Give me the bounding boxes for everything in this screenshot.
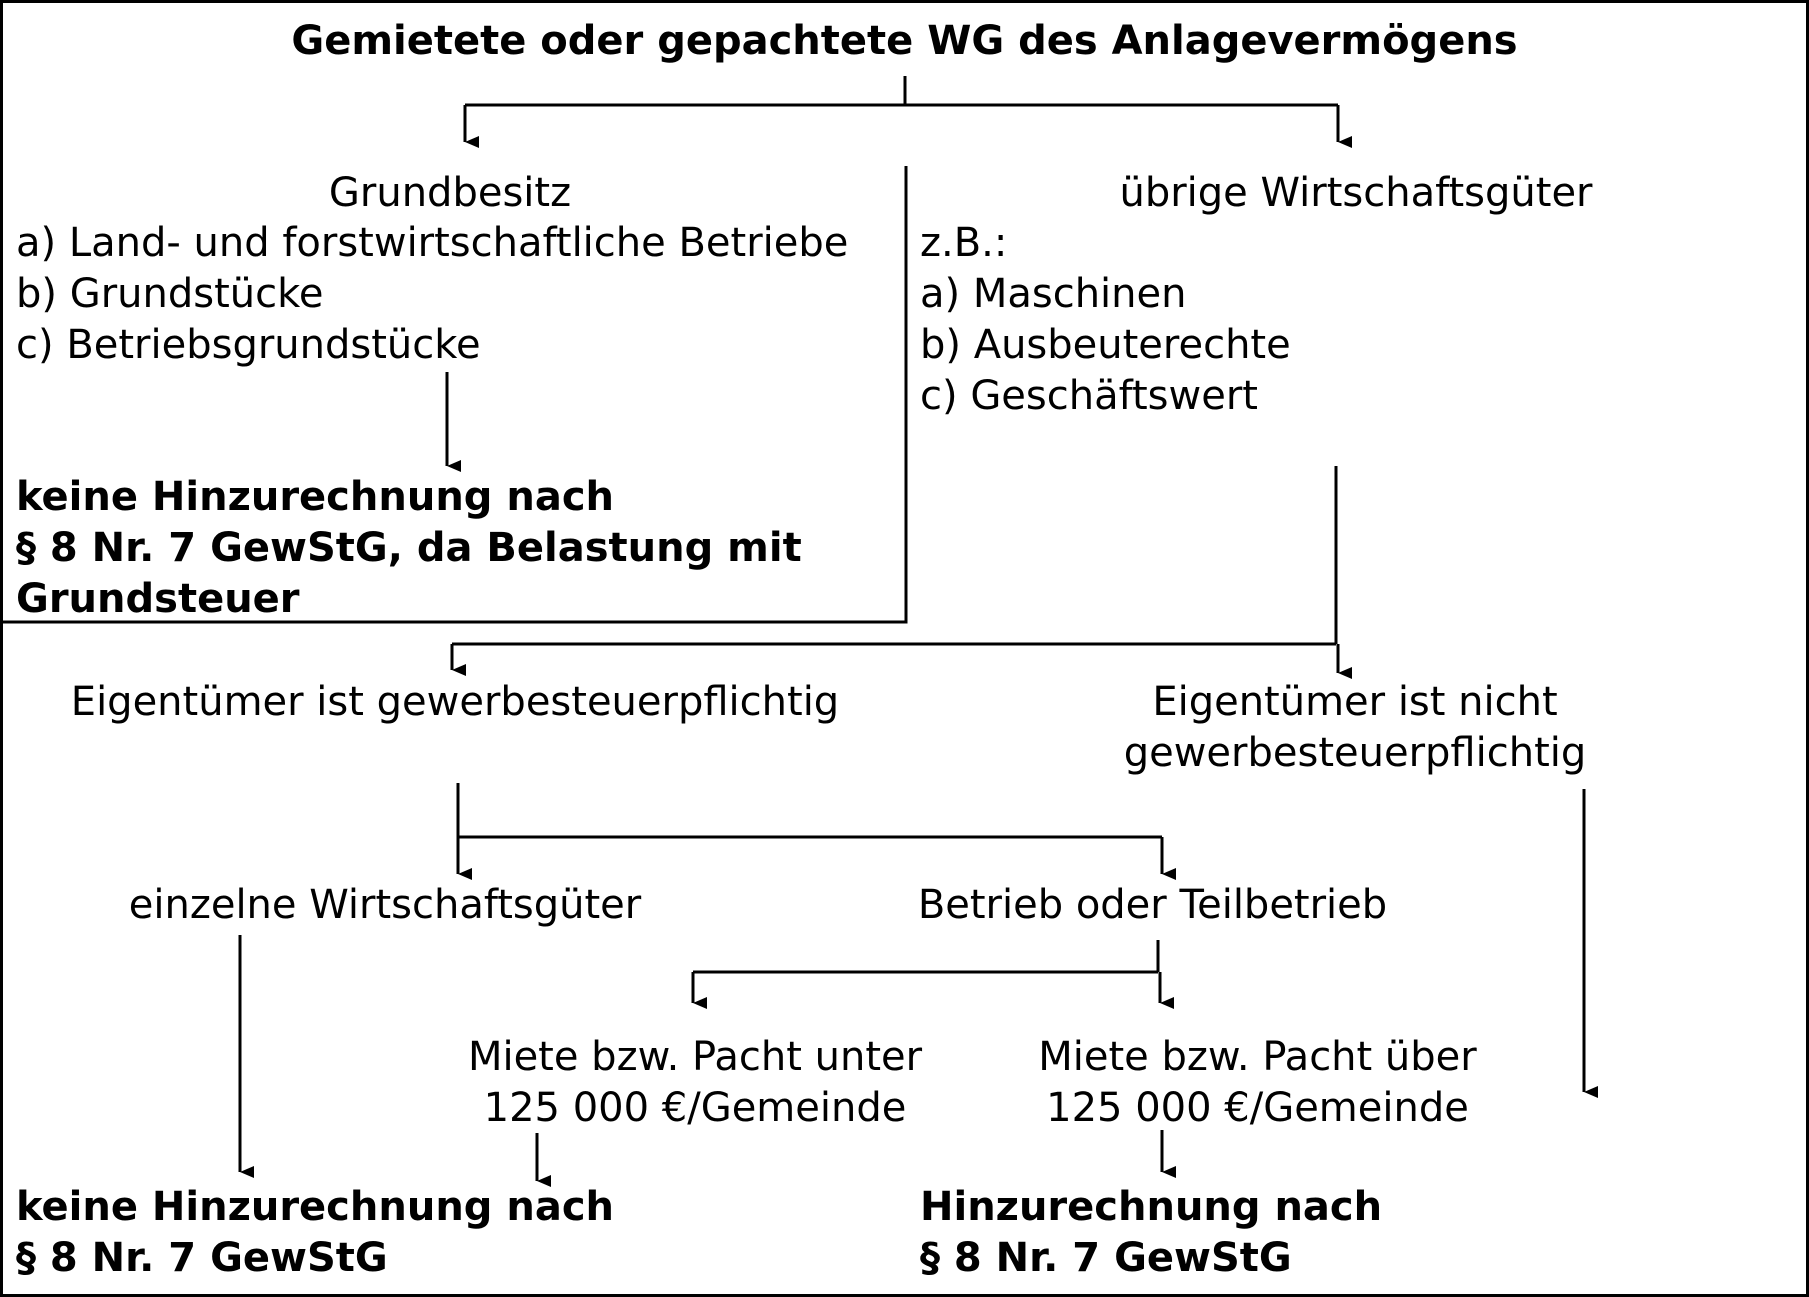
uebrige-item: a) Maschinen (920, 271, 1187, 317)
grundbesitz-result (16, 472, 802, 625)
uebrige-item: c) Geschäftswert (920, 373, 1258, 419)
example-prefix: z.B.: (920, 220, 1008, 266)
owner-liable-label: Eigentümer ist gewerbesteuerpflichtig (70, 679, 840, 725)
rent-above-label (985, 1032, 1530, 1134)
no-addition-result (16, 1182, 614, 1284)
label-line: gewerbesteuerpflichtig (1123, 730, 1587, 776)
result-line: keine Hinzurechnung nach (16, 1184, 615, 1230)
owner-not-liable-label (1100, 677, 1610, 779)
grundbesitz-item: a) Land- und forstwirtschaftliche Betriebe (16, 220, 849, 266)
label-line: 125 000 €/Gemeinde (483, 1085, 907, 1131)
result-line: § 8 Nr. 7 GewStG (16, 1235, 388, 1281)
result-line: keine Hinzurechnung nach (16, 474, 615, 520)
uebrige-heading: übrige Wirtschaftsgüter (1119, 170, 1593, 216)
label-line: Miete bzw. Pacht über (1038, 1034, 1477, 1080)
grundbesitz-heading: Grundbesitz (328, 170, 572, 216)
label-line: 125 000 €/Gemeinde (1046, 1085, 1469, 1131)
result-line: § 8 Nr. 7 GewStG, da Belastung mit (16, 525, 802, 571)
label-line: Miete bzw. Pacht unter (467, 1034, 923, 1080)
result-line: Grundsteuer (16, 576, 300, 622)
uebrige-items (920, 218, 1291, 422)
result-line: Hinzurechnung nach (920, 1184, 1383, 1230)
chart-title: Gemietete oder gepachtete WG des Anlagevermögens (291, 18, 1518, 64)
result-line: § 8 Nr. 7 GewStG (920, 1235, 1292, 1281)
addition-result (920, 1182, 1382, 1284)
label-line: Eigentümer ist nicht (1152, 679, 1558, 725)
grundbesitz-item: b) Grundstücke (16, 271, 324, 317)
rent-below-label (420, 1032, 970, 1134)
single-assets-label: einzelne Wirtschaftsgüter (128, 882, 642, 928)
grundbesitz-item: c) Betriebsgrundstücke (16, 322, 481, 368)
grundbesitz-items (16, 218, 848, 371)
uebrige-item: b) Ausbeuterechte (920, 322, 1291, 368)
business-unit-label: Betrieb oder Teilbetrieb (917, 882, 1388, 928)
